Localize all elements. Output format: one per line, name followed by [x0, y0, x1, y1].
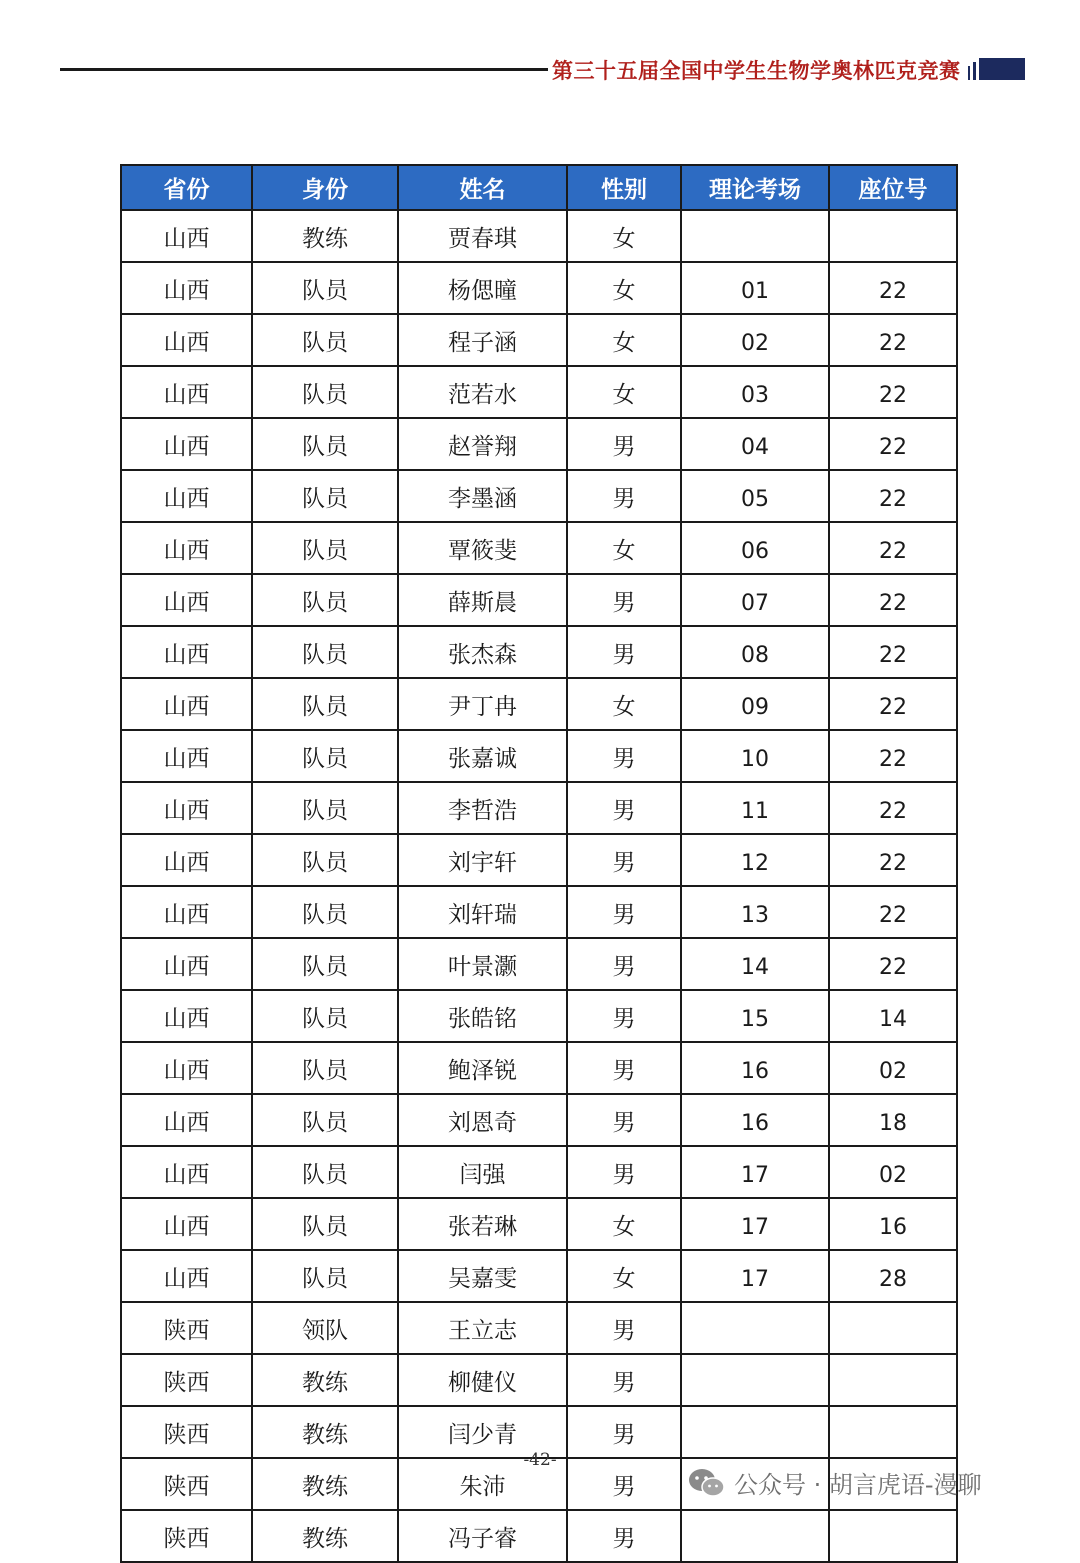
- cell-exam-room: 04: [681, 418, 829, 470]
- cell-seat-number: [829, 210, 957, 262]
- cell-seat-number: 02: [829, 1146, 957, 1198]
- cell-name: 李哲浩: [398, 782, 567, 834]
- cell-exam-room: 17: [681, 1198, 829, 1250]
- cell-name: 鲍泽锐: [398, 1042, 567, 1094]
- cell-gender: 女: [567, 1250, 681, 1302]
- cell-province: 山西: [121, 210, 252, 262]
- cell-exam-room: 06: [681, 522, 829, 574]
- roster-table-body: [121, 210, 957, 1562]
- cell-gender: 女: [567, 1198, 681, 1250]
- cell-name: 刘宇轩: [398, 834, 567, 886]
- watermark: [688, 1465, 982, 1500]
- cell-province: 山西: [121, 574, 252, 626]
- cell-seat-number: 22: [829, 574, 957, 626]
- cell-province: 陕西: [121, 1406, 252, 1458]
- cell-name: 张嘉诚: [398, 730, 567, 782]
- cell-seat-number: 22: [829, 262, 957, 314]
- table-row: [121, 1510, 957, 1562]
- cell-gender: 女: [567, 210, 681, 262]
- table-row: [121, 938, 957, 990]
- cell-province: 山西: [121, 1094, 252, 1146]
- cell-seat-number: 22: [829, 938, 957, 990]
- cell-name: 刘轩瑞: [398, 886, 567, 938]
- cell-gender: 女: [567, 522, 681, 574]
- cell-role: 队员: [252, 782, 398, 834]
- cell-seat-number: 28: [829, 1250, 957, 1302]
- cell-role: 队员: [252, 886, 398, 938]
- table-row: [121, 574, 957, 626]
- table-row: [121, 418, 957, 470]
- table-row: [121, 1094, 957, 1146]
- table-row: [121, 470, 957, 522]
- cell-role: 队员: [252, 1250, 398, 1302]
- cell-gender: 男: [567, 1302, 681, 1354]
- cell-seat-number: 22: [829, 886, 957, 938]
- table-row: [121, 210, 957, 262]
- table-row: [121, 1042, 957, 1094]
- table-row: [121, 678, 957, 730]
- column-header-role: 身份: [252, 165, 398, 210]
- cell-role: 队员: [252, 1094, 398, 1146]
- cell-name: 柳健仪: [398, 1354, 567, 1406]
- cell-province: 陕西: [121, 1354, 252, 1406]
- cell-role: 队员: [252, 730, 398, 782]
- cell-role: 领队: [252, 1302, 398, 1354]
- cell-exam-room: [681, 210, 829, 262]
- table-row: [121, 834, 957, 886]
- table-row: [121, 1250, 957, 1302]
- cell-seat-number: 22: [829, 730, 957, 782]
- cell-name: 张皓铭: [398, 990, 567, 1042]
- cell-gender: 女: [567, 678, 681, 730]
- column-header-province: 省份: [121, 165, 252, 210]
- cell-gender: 男: [567, 418, 681, 470]
- cell-gender: 男: [567, 782, 681, 834]
- cell-exam-room: 17: [681, 1250, 829, 1302]
- cell-seat-number: 22: [829, 314, 957, 366]
- cell-province: 山西: [121, 1146, 252, 1198]
- cell-province: 山西: [121, 938, 252, 990]
- cell-name: 冯子睿: [398, 1510, 567, 1562]
- cell-role: 队员: [252, 314, 398, 366]
- cell-name: 张若琳: [398, 1198, 567, 1250]
- table-row: [121, 1302, 957, 1354]
- header-decoration: [968, 58, 1025, 80]
- column-header-exam-room: 理论考场: [681, 165, 829, 210]
- cell-role: 教练: [252, 1406, 398, 1458]
- cell-role: 队员: [252, 990, 398, 1042]
- cell-role: 队员: [252, 626, 398, 678]
- cell-gender: 男: [567, 990, 681, 1042]
- cell-exam-room: 02: [681, 314, 829, 366]
- cell-role: 队员: [252, 1198, 398, 1250]
- cell-province: 山西: [121, 1250, 252, 1302]
- column-header-name: 姓名: [398, 165, 567, 210]
- cell-role: 队员: [252, 678, 398, 730]
- table-row: [121, 782, 957, 834]
- cell-province: 山西: [121, 990, 252, 1042]
- cell-role: 队员: [252, 522, 398, 574]
- cell-name: 程子涵: [398, 314, 567, 366]
- cell-gender: 男: [567, 626, 681, 678]
- cell-gender: 男: [567, 1406, 681, 1458]
- cell-role: 队员: [252, 262, 398, 314]
- document-header-title: 第三十五届全国中学生生物学奥林匹克竞赛: [552, 59, 961, 83]
- cell-exam-room: [681, 1302, 829, 1354]
- cell-gender: 女: [567, 262, 681, 314]
- cell-exam-room: 12: [681, 834, 829, 886]
- cell-province: 陕西: [121, 1510, 252, 1562]
- column-header-gender: 性别: [567, 165, 681, 210]
- cell-province: 山西: [121, 470, 252, 522]
- cell-role: 教练: [252, 1354, 398, 1406]
- cell-gender: 男: [567, 1094, 681, 1146]
- cell-seat-number: 16: [829, 1198, 957, 1250]
- cell-name: 贾春琪: [398, 210, 567, 262]
- cell-seat-number: 22: [829, 834, 957, 886]
- cell-name: 范若水: [398, 366, 567, 418]
- table-row: [121, 730, 957, 782]
- cell-province: 山西: [121, 314, 252, 366]
- table-row: [121, 1146, 957, 1198]
- cell-name: 刘恩奇: [398, 1094, 567, 1146]
- table-header-row: [121, 165, 957, 210]
- cell-name: 吴嘉雯: [398, 1250, 567, 1302]
- cell-gender: 男: [567, 1354, 681, 1406]
- header-rule: [60, 68, 548, 71]
- cell-gender: 男: [567, 886, 681, 938]
- cell-role: 教练: [252, 210, 398, 262]
- table-row: [121, 886, 957, 938]
- cell-gender: 男: [567, 938, 681, 990]
- cell-seat-number: [829, 1510, 957, 1562]
- cell-exam-room: 08: [681, 626, 829, 678]
- cell-name: 尹丁冉: [398, 678, 567, 730]
- cell-exam-room: [681, 1510, 829, 1562]
- cell-name: 王立志: [398, 1302, 567, 1354]
- cell-role: 队员: [252, 1042, 398, 1094]
- cell-exam-room: 14: [681, 938, 829, 990]
- cell-exam-room: 01: [681, 262, 829, 314]
- cell-province: 山西: [121, 730, 252, 782]
- cell-province: 山西: [121, 886, 252, 938]
- cell-name: 闫强: [398, 1146, 567, 1198]
- column-header-seat-number: 座位号: [829, 165, 957, 210]
- cell-gender: 男: [567, 1042, 681, 1094]
- cell-role: 教练: [252, 1458, 398, 1510]
- cell-seat-number: 22: [829, 418, 957, 470]
- cell-seat-number: 22: [829, 366, 957, 418]
- cell-seat-number: [829, 1302, 957, 1354]
- page-number: -42-: [523, 1450, 557, 1470]
- cell-name: 李墨涵: [398, 470, 567, 522]
- cell-province: 山西: [121, 1198, 252, 1250]
- cell-seat-number: 22: [829, 782, 957, 834]
- cell-province: 山西: [121, 418, 252, 470]
- cell-province: 山西: [121, 1042, 252, 1094]
- cell-seat-number: 22: [829, 470, 957, 522]
- cell-name: 闫少青: [398, 1406, 567, 1458]
- cell-province: 陕西: [121, 1458, 252, 1510]
- cell-exam-room: 11: [681, 782, 829, 834]
- cell-gender: 男: [567, 1146, 681, 1198]
- cell-exam-room: 10: [681, 730, 829, 782]
- cell-role: 队员: [252, 574, 398, 626]
- cell-province: 山西: [121, 522, 252, 574]
- cell-province: 山西: [121, 626, 252, 678]
- cell-seat-number: 14: [829, 990, 957, 1042]
- cell-province: 山西: [121, 782, 252, 834]
- cell-seat-number: 22: [829, 522, 957, 574]
- cell-role: 教练: [252, 1510, 398, 1562]
- cell-exam-room: 09: [681, 678, 829, 730]
- cell-province: 陕西: [121, 1302, 252, 1354]
- cell-gender: 男: [567, 834, 681, 886]
- cell-gender: 女: [567, 314, 681, 366]
- watermark-text: 公众号 · 胡言虎语-漫聊: [734, 1471, 982, 1499]
- cell-province: 山西: [121, 834, 252, 886]
- cell-gender: 男: [567, 1458, 681, 1510]
- table-row: [121, 1198, 957, 1250]
- cell-gender: 男: [567, 730, 681, 782]
- cell-name: 赵誉翔: [398, 418, 567, 470]
- cell-name: 杨偲曈: [398, 262, 567, 314]
- cell-gender: 女: [567, 366, 681, 418]
- cell-role: 队员: [252, 1146, 398, 1198]
- cell-role: 队员: [252, 938, 398, 990]
- cell-seat-number: [829, 1354, 957, 1406]
- cell-gender: 男: [567, 1510, 681, 1562]
- table-row: [121, 626, 957, 678]
- table-row: [121, 366, 957, 418]
- cell-province: 山西: [121, 262, 252, 314]
- cell-name: 张杰森: [398, 626, 567, 678]
- cell-name: 叶景灏: [398, 938, 567, 990]
- cell-exam-room: [681, 1354, 829, 1406]
- roster-table: [120, 164, 958, 1563]
- cell-seat-number: 22: [829, 678, 957, 730]
- cell-seat-number: 18: [829, 1094, 957, 1146]
- cell-role: 队员: [252, 470, 398, 522]
- cell-province: 山西: [121, 366, 252, 418]
- table-row: [121, 314, 957, 366]
- cell-seat-number: 02: [829, 1042, 957, 1094]
- cell-role: 队员: [252, 366, 398, 418]
- cell-seat-number: 22: [829, 626, 957, 678]
- cell-exam-room: 03: [681, 366, 829, 418]
- cell-exam-room: 05: [681, 470, 829, 522]
- table-row: [121, 522, 957, 574]
- cell-gender: 男: [567, 470, 681, 522]
- cell-name: 薛斯晨: [398, 574, 567, 626]
- cell-exam-room: 17: [681, 1146, 829, 1198]
- cell-gender: 男: [567, 574, 681, 626]
- wechat-icon: [688, 1467, 726, 1499]
- cell-role: 队员: [252, 834, 398, 886]
- cell-role: 队员: [252, 418, 398, 470]
- table-row: [121, 1354, 957, 1406]
- cell-name: 朱沛: [398, 1458, 567, 1510]
- cell-province: 山西: [121, 678, 252, 730]
- cell-exam-room: 16: [681, 1094, 829, 1146]
- cell-exam-room: 15: [681, 990, 829, 1042]
- cell-exam-room: 16: [681, 1042, 829, 1094]
- table-row: [121, 990, 957, 1042]
- cell-exam-room: 07: [681, 574, 829, 626]
- cell-exam-room: 13: [681, 886, 829, 938]
- cell-name: 覃筱斐: [398, 522, 567, 574]
- table-row: [121, 262, 957, 314]
